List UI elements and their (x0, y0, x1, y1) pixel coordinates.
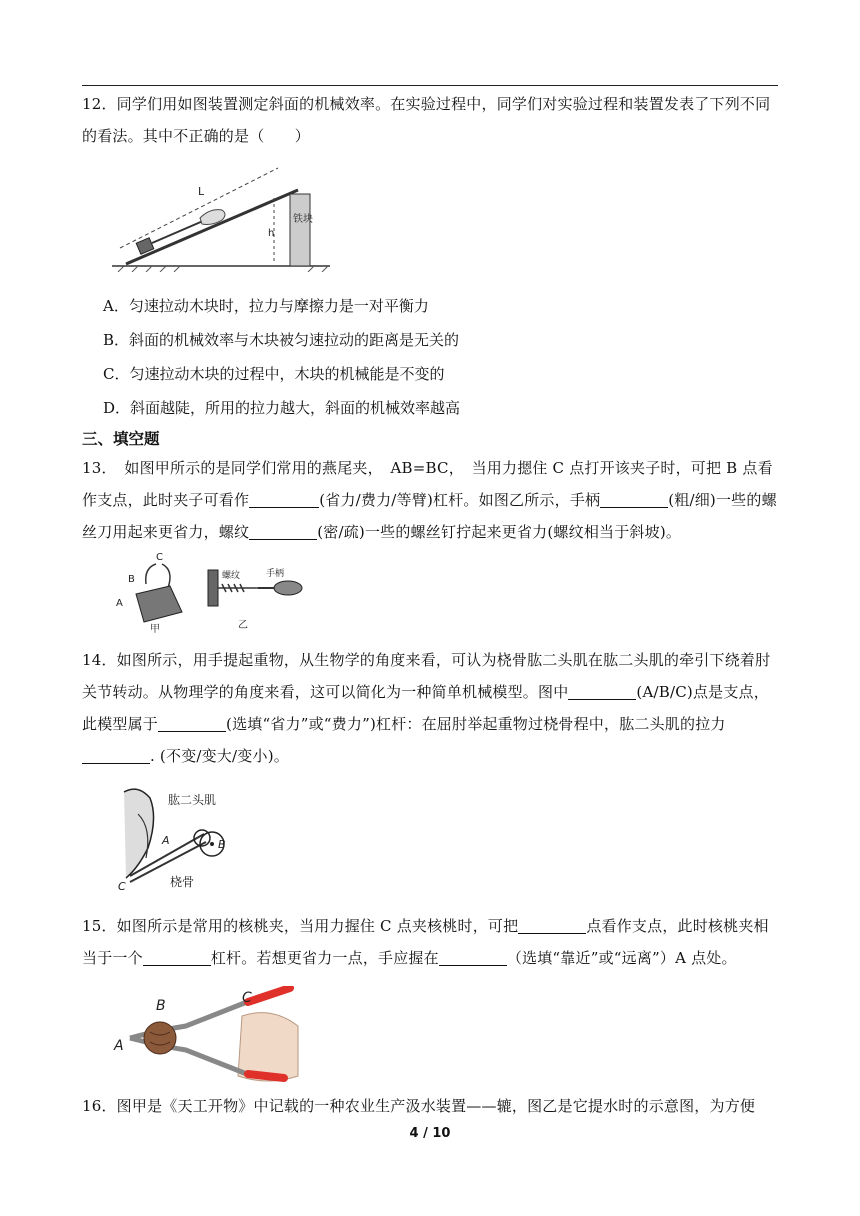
q15-blank-1[interactable] (518, 915, 586, 934)
fig-label-yi: 乙 (238, 620, 248, 631)
q13-text-part1: 13． 如图甲所示的是同学们常用的燕尾夹， AB=BC， 当用力摁住 C 点打开该夹子时，可把 B 点看作支点，此时夹子可看作 (82, 459, 773, 509)
q15-nutcracker-figure (112, 986, 300, 1082)
arm-label-a: A (162, 834, 170, 847)
q15-text-part3: 杠杆。若想更省力一点，手应握在 (210, 949, 439, 967)
q13-text-part4: (密/疏)一些的螺丝钉拧起来更省力(螺纹相当于斜坡)。 (317, 523, 682, 541)
q15-text-part1: 15．如图所示是常用的核桃夹，当用力握住 C 点夹核桃时，可把 (82, 917, 519, 935)
nut-label-a: A (114, 1038, 124, 1054)
height-label: h (268, 228, 275, 239)
bone-label: 桡骨 (170, 875, 195, 889)
q16-stem: 16．图甲是《天工开物》中记载的一种农业生产汲水装置——辘，图乙是它提水时的示意图，为方便 (82, 1097, 756, 1115)
handle-label: 手柄 (266, 569, 285, 579)
q13-blank-3[interactable] (249, 521, 317, 540)
q14-arm-figure (114, 784, 246, 894)
q14-blank-3[interactable] (82, 745, 150, 764)
arm-label-c: C (118, 880, 126, 893)
q14-text-part3: (选填“省力”或“费力”)杠杆：在屈肘举起重物过桡骨程中，肱二头肌的拉力 (226, 715, 726, 733)
q13-text-part3: (粗/细)一些的螺丝刀用起来更省力，螺纹 (82, 491, 777, 541)
clip-label-c: C (156, 552, 163, 563)
arm-label-b: B (218, 838, 226, 851)
q14-text (82, 644, 778, 772)
page-number: 4 / 10 (409, 1126, 451, 1141)
q15-text-part2: 点看作支点，此时核桃夹相当于一个 (82, 917, 769, 967)
block-label: 铁块 (293, 214, 313, 225)
q13-text-part2: (省力/费力/等臂)杠杆。如图乙所示，手柄 (319, 491, 601, 509)
q14-text-part4: . (不变/变大/变小)。 (150, 747, 289, 765)
section-heading: 三、填空题 (82, 430, 160, 448)
clip-label-a: A (116, 598, 123, 609)
q15-blank-3[interactable] (439, 947, 507, 966)
q13-clip-screwdriver-figure (110, 550, 308, 634)
nut-label-c: C (242, 990, 252, 1006)
q12-incline-figure (108, 160, 334, 272)
q12-option-a: A．匀速拉动木块时，拉力与摩擦力是一对平衡力 (103, 297, 429, 315)
fig-label-jia: 甲 (150, 624, 160, 634)
q15-text-part4: （选填“靠近”或“远离”）A 点处。 (506, 949, 737, 967)
q14-text-part2: (A/B/C)点是支点，此模型属于 (82, 683, 769, 733)
muscle-label: 肱二头肌 (168, 793, 217, 807)
q13-blank-2[interactable] (600, 489, 668, 508)
q13-blank-1[interactable] (249, 489, 319, 508)
clip-label-b: B (128, 574, 135, 585)
q13-text (82, 452, 778, 548)
q12-stem: 12．同学们用如图装置测定斜面的机械效率。在实验过程中，同学们对实验过程和装置发表了下列不同的看法。其中不正确的是（ ） (82, 95, 771, 145)
q15-blank-2[interactable] (143, 947, 211, 966)
q15-text (82, 910, 778, 974)
q14-blank-1[interactable] (568, 681, 636, 700)
q14-text-part1: 14．如图所示，用手提起重物，从生物学的角度来看，可认为桡骨肱二头肌在肱二头肌的牵引下绕着肘关节转动。从物理学的角度来看，这可以简化为一种简单机械模型。图中 (82, 651, 771, 701)
q12-option-d: D．斜面越陡，所用的拉力越大，斜面的机械效率越高 (103, 399, 461, 417)
thread-label: 螺纹 (222, 571, 241, 581)
header-rule (82, 85, 778, 86)
q14-blank-2[interactable] (158, 713, 226, 732)
q12-option-c: C．匀速拉动木块的过程中，木块的机械能是不变的 (103, 365, 445, 383)
length-label: L (198, 185, 205, 198)
q12-option-b: B．斜面的机械效率与木块被匀速拉动的距离是无关的 (103, 331, 460, 349)
nut-label-b: B (156, 998, 166, 1014)
